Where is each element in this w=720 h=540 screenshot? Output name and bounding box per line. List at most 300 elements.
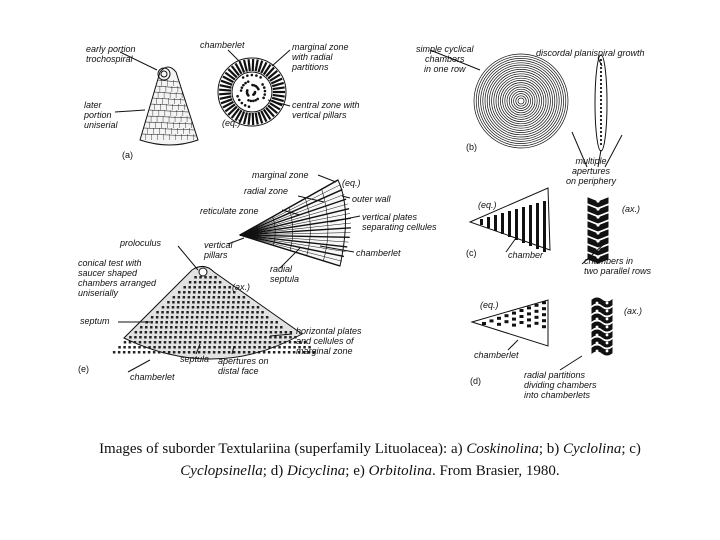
texture-mark	[183, 286, 186, 289]
texture-mark	[190, 326, 193, 329]
texture-mark	[230, 326, 233, 329]
texture-mark	[250, 321, 253, 324]
texture-mark	[503, 83, 540, 120]
texture-mark	[257, 306, 260, 309]
caption-text: . From Brasier, 1980.	[431, 463, 560, 479]
texture-mark	[260, 331, 263, 334]
texture-mark	[240, 321, 243, 324]
texture-mark	[135, 331, 138, 334]
texture-mark	[596, 334, 599, 337]
texture-mark	[140, 326, 143, 329]
texture-mark	[194, 281, 197, 284]
texture-mark	[199, 276, 202, 279]
texture-mark	[203, 286, 206, 289]
texture-mark	[220, 321, 223, 324]
texture-mark	[254, 341, 257, 344]
texture-mark	[290, 331, 293, 334]
texture-mark	[259, 341, 262, 344]
texture-mark	[596, 350, 599, 353]
texture-mark	[279, 341, 282, 344]
texture-mark	[215, 326, 218, 329]
texture-mark	[596, 310, 599, 313]
texture-mark	[600, 107, 602, 109]
texture-mark	[592, 338, 612, 347]
texture-mark	[245, 321, 248, 324]
texture-mark	[188, 286, 191, 289]
texture-mark	[236, 311, 239, 314]
texture-mark	[606, 334, 609, 337]
texture-mark	[200, 326, 203, 329]
texture-mark	[225, 321, 228, 324]
texture-mark	[596, 318, 599, 321]
texture-mark	[596, 223, 599, 226]
texture-mark	[512, 312, 516, 315]
texture-mark	[238, 296, 241, 299]
texture-mark	[164, 336, 167, 339]
texture-mark	[600, 103, 602, 105]
texture-mark	[204, 341, 207, 344]
texture-mark	[249, 113, 250, 125]
texture-mark	[596, 231, 599, 234]
texture-mark	[150, 331, 153, 334]
texture-mark	[139, 341, 142, 344]
texture-mark	[535, 316, 539, 319]
texture-mark	[246, 74, 249, 77]
texture-mark	[288, 351, 291, 354]
texture-mark	[228, 291, 231, 294]
texture-mark	[241, 102, 244, 105]
texture-mark	[527, 306, 531, 309]
texture-mark	[149, 336, 152, 339]
caption-taxon: Dicyclina	[286, 463, 346, 479]
texture-mark	[184, 336, 187, 339]
label-later-portion: later portion uniserial	[84, 100, 118, 130]
texture-mark	[231, 311, 234, 314]
texture-mark	[600, 59, 602, 61]
texture-mark	[238, 351, 241, 354]
texture-mark	[270, 321, 273, 324]
texture-mark	[202, 301, 205, 304]
texture-mark	[199, 341, 202, 344]
caption-taxon: Coskinolina	[466, 441, 539, 457]
texture-mark	[252, 93, 255, 96]
texture-mark	[520, 315, 524, 318]
caption-taxon: Cyclolina	[563, 441, 622, 457]
texture-mark	[190, 331, 193, 334]
texture-mark	[240, 331, 243, 334]
texture-mark	[592, 306, 612, 315]
texture-mark	[600, 87, 602, 89]
dicyclina-axial	[592, 298, 612, 355]
texture-mark	[250, 100, 253, 103]
texture-mark	[242, 301, 245, 304]
texture-mark	[600, 91, 602, 93]
texture-mark	[209, 276, 212, 279]
texture-mark	[158, 351, 161, 354]
texture-mark	[238, 99, 241, 102]
texture-mark	[145, 331, 148, 334]
texture-mark	[138, 351, 141, 354]
texture-mark	[197, 306, 200, 309]
texture-mark	[232, 301, 235, 304]
texture-mark	[236, 95, 239, 98]
texture-mark	[265, 331, 268, 334]
texture-mark	[214, 281, 217, 284]
texture-mark	[203, 296, 206, 299]
texture-mark	[123, 346, 126, 349]
texture-mark	[246, 316, 249, 319]
texture-mark	[263, 346, 266, 349]
texture-mark	[219, 281, 222, 284]
label-radial-zone: radial zone	[244, 186, 289, 196]
texture-mark	[247, 301, 250, 304]
texture-mark	[211, 311, 214, 314]
texture-mark	[592, 322, 612, 331]
texture-mark	[123, 351, 126, 354]
texture-mark	[184, 341, 187, 344]
coskinolina-cone	[140, 67, 198, 145]
texture-mark	[264, 336, 267, 339]
texture-mark	[606, 350, 609, 353]
proloculus-mark	[199, 268, 207, 276]
texture-mark	[209, 336, 212, 339]
texture-mark	[520, 309, 524, 312]
texture-mark	[230, 331, 233, 334]
texture-mark	[191, 311, 194, 314]
texture-mark	[240, 89, 243, 92]
texture-mark	[163, 346, 166, 349]
texture-mark	[596, 239, 599, 242]
texture-mark	[279, 336, 282, 339]
texture-mark	[250, 326, 253, 329]
texture-mark	[155, 331, 158, 334]
texture-mark	[216, 316, 219, 319]
texture-mark	[283, 346, 286, 349]
label-radial-septula: radial septula	[270, 264, 300, 284]
texture-mark	[600, 95, 602, 97]
texture-mark	[153, 346, 156, 349]
texture-mark	[196, 316, 199, 319]
texture-mark	[235, 321, 238, 324]
texture-mark	[592, 330, 612, 339]
texture-mark	[225, 331, 228, 334]
texture-mark	[172, 306, 175, 309]
texture-mark	[148, 346, 151, 349]
texture-mark	[160, 331, 163, 334]
texture-mark	[483, 63, 559, 139]
texture-mark	[239, 341, 242, 344]
texture-mark	[229, 336, 232, 339]
texture-mark	[280, 326, 283, 329]
texture-mark	[189, 341, 192, 344]
texture-mark	[129, 341, 132, 344]
texture-mark	[227, 306, 230, 309]
texture-mark	[266, 316, 269, 319]
texture-mark	[515, 209, 518, 240]
texture-mark	[162, 306, 165, 309]
texture-mark	[501, 213, 504, 234]
panel-tag-e: (e)	[78, 364, 89, 374]
texture-mark	[224, 336, 227, 339]
texture-mark	[273, 346, 276, 349]
texture-mark	[195, 321, 198, 324]
texture-mark	[242, 306, 245, 309]
texture-mark	[261, 311, 264, 314]
texture-mark	[213, 291, 216, 294]
texture-mark	[487, 217, 490, 228]
texture-mark	[275, 326, 278, 329]
texture-mark	[149, 341, 152, 344]
texture-mark	[187, 301, 190, 304]
texture-mark	[243, 346, 246, 349]
texture-mark	[198, 286, 201, 289]
texture-mark	[209, 341, 212, 344]
texture-mark	[600, 123, 602, 125]
texture-mark	[204, 336, 207, 339]
texture-mark	[181, 316, 184, 319]
texture-mark	[174, 341, 177, 344]
texture-mark	[494, 74, 548, 128]
texture-mark	[490, 319, 494, 322]
texture-mark	[253, 346, 256, 349]
texture-mark	[210, 331, 213, 334]
texture-mark	[481, 61, 562, 142]
label-eq-c: (eq.)	[478, 200, 497, 210]
panel-tag-c: (c)	[466, 248, 477, 258]
texture-mark	[247, 306, 250, 309]
caption-text: ; e)	[345, 463, 369, 479]
texture-mark	[182, 306, 185, 309]
texture-mark	[206, 311, 209, 314]
texture-mark	[238, 346, 241, 349]
label-apertures-distal: apertures on distal face	[218, 356, 269, 376]
texture-mark	[509, 89, 533, 113]
texture-mark	[522, 207, 525, 243]
texture-mark	[600, 143, 602, 145]
label-vertical-pillars: vertical pillars	[204, 240, 233, 260]
texture-mark	[255, 331, 258, 334]
texture-mark	[265, 321, 268, 324]
texture-mark	[213, 286, 216, 289]
texture-mark	[596, 199, 599, 202]
texture-mark	[259, 76, 262, 79]
texture-mark	[518, 98, 524, 104]
texture-mark	[241, 316, 244, 319]
texture-mark	[215, 321, 218, 324]
texture-mark	[218, 346, 221, 349]
texture-mark	[183, 296, 186, 299]
texture-mark	[247, 99, 250, 102]
texture-mark	[242, 84, 245, 87]
texture-mark	[124, 341, 127, 344]
texture-mark	[215, 331, 218, 334]
texture-mark	[543, 201, 546, 252]
caption-text: ; c)	[621, 441, 641, 457]
texture-mark	[193, 296, 196, 299]
texture-mark	[175, 321, 178, 324]
texture-mark	[606, 302, 609, 305]
texture-mark	[202, 306, 205, 309]
label-simple-cyclical: simple cyclical chambers in one row	[416, 44, 474, 74]
texture-mark	[280, 331, 283, 334]
texture-mark	[180, 321, 183, 324]
texture-mark	[178, 296, 181, 299]
texture-mark	[172, 301, 175, 304]
texture-mark	[535, 322, 539, 325]
texture-mark	[219, 341, 222, 344]
texture-mark	[542, 325, 546, 328]
texture-mark	[222, 306, 225, 309]
texture-mark	[168, 351, 171, 354]
texture-mark	[183, 291, 186, 294]
texture-mark	[244, 341, 247, 344]
texture-mark	[241, 86, 244, 89]
texture-mark	[596, 215, 599, 218]
label-ax-c: (ax.)	[622, 204, 640, 214]
texture-mark	[251, 74, 254, 77]
texture-mark	[189, 281, 192, 284]
texture-mark	[227, 301, 230, 304]
texture-mark	[249, 341, 252, 344]
texture-mark	[244, 336, 247, 339]
texture-mark	[219, 90, 231, 91]
texture-mark	[505, 314, 509, 317]
texture-mark	[185, 321, 188, 324]
texture-mark	[148, 351, 151, 354]
texture-mark	[160, 321, 163, 324]
texture-mark	[234, 336, 237, 339]
texture-mark	[159, 336, 162, 339]
texture-mark	[183, 346, 186, 349]
texture-mark	[497, 323, 501, 326]
texture-mark	[166, 311, 169, 314]
texture-mark	[154, 341, 157, 344]
label-reticulate-zone: reticulate zone	[200, 206, 259, 216]
texture-mark	[246, 89, 249, 92]
texture-mark	[170, 321, 173, 324]
texture-mark	[195, 326, 198, 329]
texture-mark	[226, 316, 229, 319]
texture-mark	[173, 351, 176, 354]
texture-mark	[237, 306, 240, 309]
texture-mark	[210, 326, 213, 329]
texture-mark	[173, 296, 176, 299]
label-chamberlet-e-top: chamberlet	[356, 248, 401, 258]
cyclopsinella-wedge	[470, 188, 550, 252]
texture-mark	[285, 331, 288, 334]
texture-mark	[161, 311, 164, 314]
texture-mark	[220, 326, 223, 329]
texture-mark	[176, 316, 179, 319]
texture-mark	[205, 321, 208, 324]
texture-mark	[252, 306, 255, 309]
texture-mark	[144, 336, 147, 339]
texture-mark	[205, 326, 208, 329]
texture-mark	[505, 320, 509, 323]
texture-mark	[235, 331, 238, 334]
texture-mark	[179, 341, 182, 344]
texture-mark	[185, 326, 188, 329]
texture-mark	[289, 336, 292, 339]
texture-mark	[542, 307, 546, 310]
texture-mark	[221, 316, 224, 319]
texture-mark	[242, 76, 245, 79]
label-chambers-two-rows: chambers in two parallel rows	[584, 256, 652, 276]
texture-mark	[239, 336, 242, 339]
texture-mark	[165, 321, 168, 324]
texture-mark	[200, 321, 203, 324]
texture-mark	[193, 291, 196, 294]
texture-mark	[210, 321, 213, 324]
texture-mark	[274, 341, 277, 344]
caption-taxon: Orbitolina	[368, 463, 432, 479]
texture-mark	[600, 135, 602, 137]
label-eq-a: (eq.)	[222, 118, 241, 128]
texture-mark	[256, 311, 259, 314]
label-early-portion: early portion trochospiral	[86, 44, 136, 64]
texture-mark	[508, 211, 511, 237]
texture-mark	[217, 301, 220, 304]
texture-mark	[264, 341, 267, 344]
texture-mark	[482, 322, 486, 325]
texture-mark	[260, 326, 263, 329]
texture-mark	[527, 324, 531, 327]
texture-mark	[180, 326, 183, 329]
label-marginal-zone-e: marginal zone	[252, 170, 309, 180]
texture-mark	[606, 310, 609, 313]
texture-mark	[143, 346, 146, 349]
texture-mark	[596, 302, 599, 305]
texture-mark	[592, 314, 612, 323]
texture-mark	[260, 321, 263, 324]
cyclolina-side-view	[595, 55, 607, 151]
texture-mark	[203, 346, 206, 349]
texture-mark	[592, 346, 612, 355]
texture-mark	[474, 54, 568, 148]
texture-mark	[600, 99, 602, 101]
texture-mark	[487, 67, 555, 135]
texture-mark	[259, 336, 262, 339]
texture-mark	[218, 291, 221, 294]
texture-mark	[143, 351, 146, 354]
texture-mark	[199, 281, 202, 284]
texture-mark	[207, 306, 210, 309]
texture-mark	[275, 331, 278, 334]
label-eq-d: (eq.)	[480, 300, 499, 310]
texture-mark	[193, 286, 196, 289]
texture-mark	[263, 351, 266, 354]
texture-mark	[600, 115, 602, 117]
label-proloculus: proloculus	[120, 238, 162, 248]
texture-mark	[213, 351, 216, 354]
texture-mark	[600, 127, 602, 129]
texture-mark	[245, 326, 248, 329]
texture-mark	[230, 321, 233, 324]
label-vertical-plates: vertical plates separating cellules	[362, 212, 437, 232]
caption-text: ; d)	[262, 463, 287, 479]
texture-mark	[240, 326, 243, 329]
texture-mark	[596, 207, 599, 210]
texture-mark	[529, 205, 532, 246]
texture-mark	[163, 351, 166, 354]
texture-mark	[248, 346, 251, 349]
texture-mark	[188, 296, 191, 299]
texture-mark	[214, 276, 217, 279]
texture-mark	[535, 304, 539, 307]
texture-mark	[600, 119, 602, 121]
texture-mark	[165, 326, 168, 329]
texture-mark	[190, 321, 193, 324]
